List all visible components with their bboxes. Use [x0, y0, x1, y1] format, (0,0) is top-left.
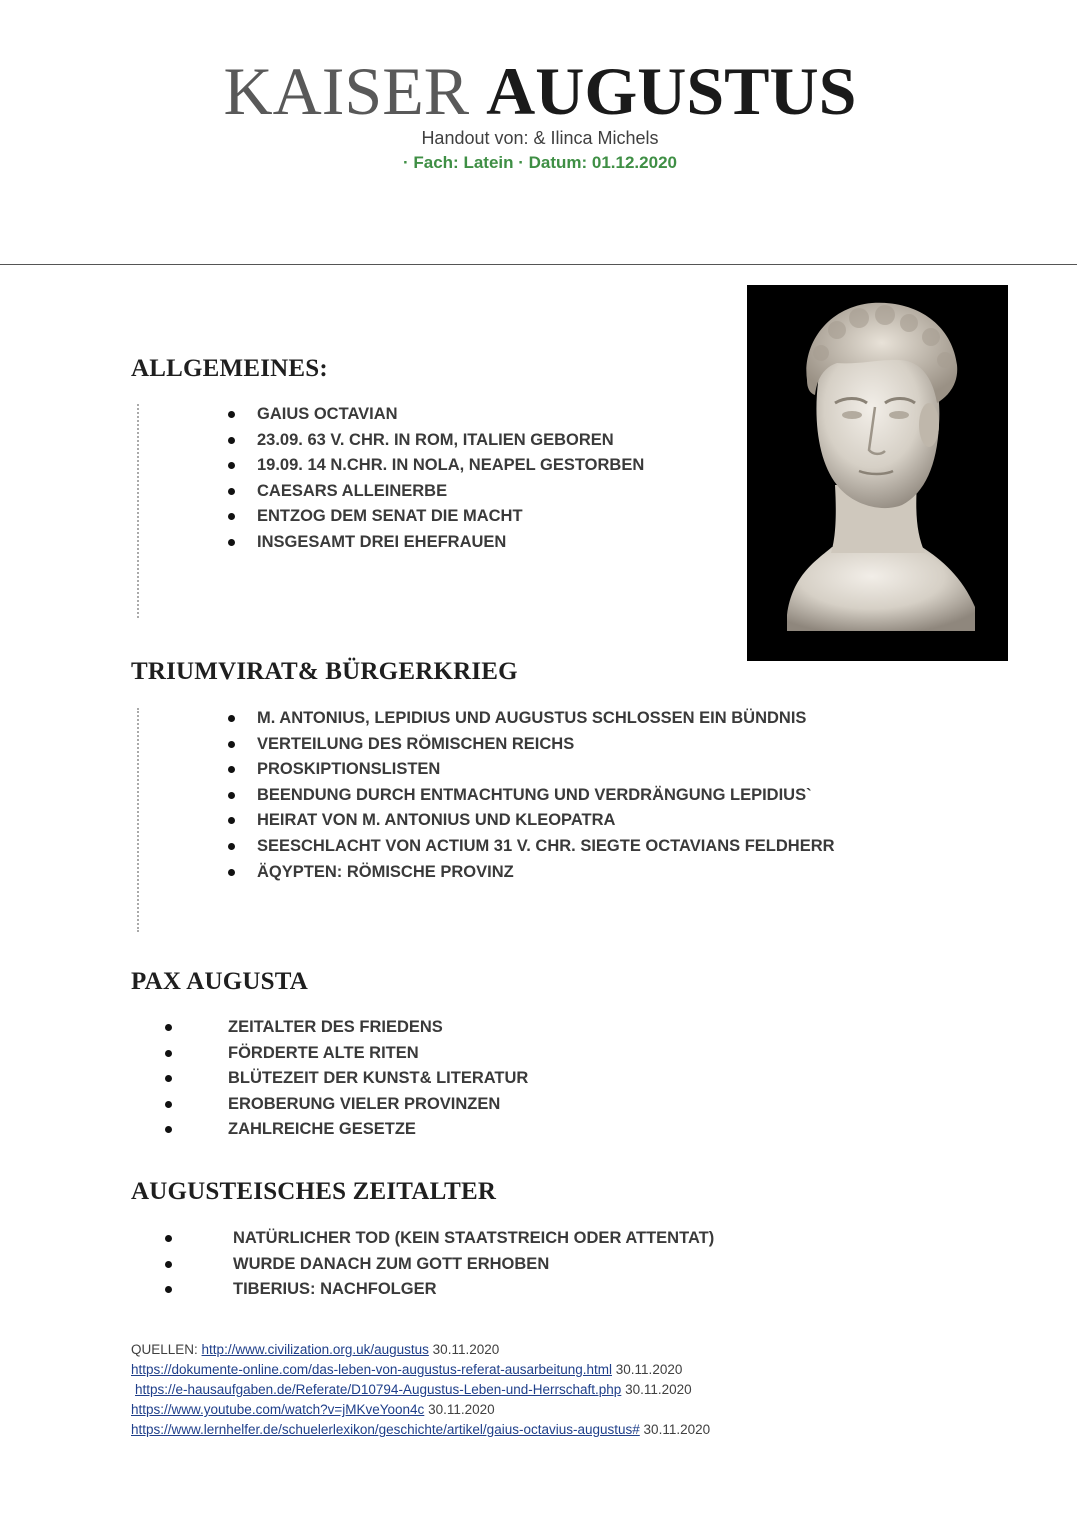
source-link[interactable]: https://dokumente-online.com/das-leben-von-augustus-referat-ausarbeitung.html — [131, 1362, 613, 1377]
source-line — [131, 1360, 710, 1380]
source-line — [131, 1420, 710, 1440]
section-heading-pax-augusta: PAX AUGUSTA — [131, 968, 308, 995]
list-item: FÖRDERTE ALTE RITEN — [228, 1041, 528, 1067]
section-heading-triumvirat: TRIUMVIRAT& BÜRGERKRIEG — [131, 658, 518, 685]
source-date: 30.11.2020 — [428, 1402, 495, 1417]
list-item: WURDE DANACH ZUM GOTT ERHOBEN — [233, 1252, 714, 1278]
list-item: ZAHLREICHE GESETZE — [228, 1117, 528, 1143]
list-allgemeines — [257, 402, 644, 556]
list-item: VERTEILUNG DES RÖMISCHEN REICHS — [257, 732, 835, 758]
list-item: INSGESAMT DREI EHEFRAUEN — [257, 530, 644, 556]
list-item: M. ANTONIUS, LEPIDIUS UND AUGUSTUS SCHLOSSEN EIN BÜNDNIS — [257, 706, 835, 732]
list-item: GAIUS OCTAVIAN — [257, 402, 644, 428]
title-light: KAISER — [223, 53, 470, 129]
source-line — [131, 1380, 710, 1400]
list-triumvirat — [257, 706, 835, 885]
list-item: 19.09. 14 N.CHR. IN NOLA, NEAPEL GESTORBEN — [257, 453, 644, 479]
subject-date-line: · Fach: Latein · Datum: 01.12.2020 — [403, 153, 677, 172]
source-date: 30.11.2020 — [625, 1382, 692, 1397]
list-item: SEESCHLACHT VON ACTIUM 31 V. CHR. SIEGTE OCTAVIANS FELDHERR — [257, 834, 835, 860]
sources-label: QUELLEN: — [131, 1342, 198, 1357]
section-margin-line — [137, 708, 139, 932]
header-divider — [0, 264, 1077, 265]
source-link[interactable]: http://www.civilization.org.uk/augustus — [201, 1342, 429, 1357]
list-item: ENTZOG DEM SENAT DIE MACHT — [257, 504, 644, 530]
author-line: Handout von: & Ilinca Michels — [421, 128, 659, 148]
list-item: ZEITALTER DES FRIEDENS — [228, 1015, 528, 1041]
list-item: ÄQYPTEN: RÖMISCHE PROVINZ — [257, 860, 835, 886]
list-item: CAESARS ALLEINERBE — [257, 479, 644, 505]
source-link[interactable]: https://www.lernhelfer.de/schuelerlexikon/geschichte/artikel/gaius-octavius-augustus# — [131, 1422, 640, 1437]
source-link[interactable]: https://www.youtube.com/watch?v=jMKveYoon4c — [131, 1402, 425, 1417]
bust-illustration — [747, 285, 1008, 661]
source-line — [131, 1340, 710, 1360]
list-augusteisches-zeitalter — [233, 1226, 714, 1303]
section-heading-allgemeines: ALLGEMEINES: — [131, 355, 328, 382]
source-line — [131, 1400, 710, 1420]
list-item: HEIRAT VON M. ANTONIUS UND KLEOPATRA — [257, 808, 835, 834]
sources-block — [131, 1340, 710, 1440]
section-heading-augusteisches-zeitalter: AUGUSTEISCHES ZEITALTER — [131, 1178, 497, 1205]
augustus-bust-image — [747, 285, 1008, 661]
list-item: NATÜRLICHER TOD (KEIN STAATSTREICH ODER ATTENTAT) — [233, 1226, 714, 1252]
list-pax-augusta — [228, 1015, 528, 1143]
list-item: BEENDUNG DURCH ENTMACHTUNG UND VERDRÄNGUNG LEPIDIUS` — [257, 783, 835, 809]
list-item: TIBERIUS: NACHFOLGER — [233, 1277, 714, 1303]
list-item: 23.09. 63 V. CHR. IN ROM, ITALIEN GEBOREN — [257, 428, 644, 454]
list-item: PROSKIPTIONSLISTEN — [257, 757, 835, 783]
source-link[interactable]: https://e-hausaufgaben.de/Referate/D10794-Augustus-Leben-und-Herrschaft.php — [135, 1382, 622, 1397]
list-item: EROBERUNG VIELER PROVINZEN — [228, 1092, 528, 1118]
source-date: 30.11.2020 — [432, 1342, 500, 1357]
source-date: 30.11.2020 — [643, 1422, 711, 1437]
list-item: BLÜTEZEIT DER KUNST& LITERATUR — [228, 1066, 528, 1092]
section-margin-line — [137, 404, 139, 618]
source-date: 30.11.2020 — [615, 1362, 683, 1377]
document-title — [0, 55, 1080, 127]
title-bold: AUGUSTUS — [486, 53, 857, 129]
